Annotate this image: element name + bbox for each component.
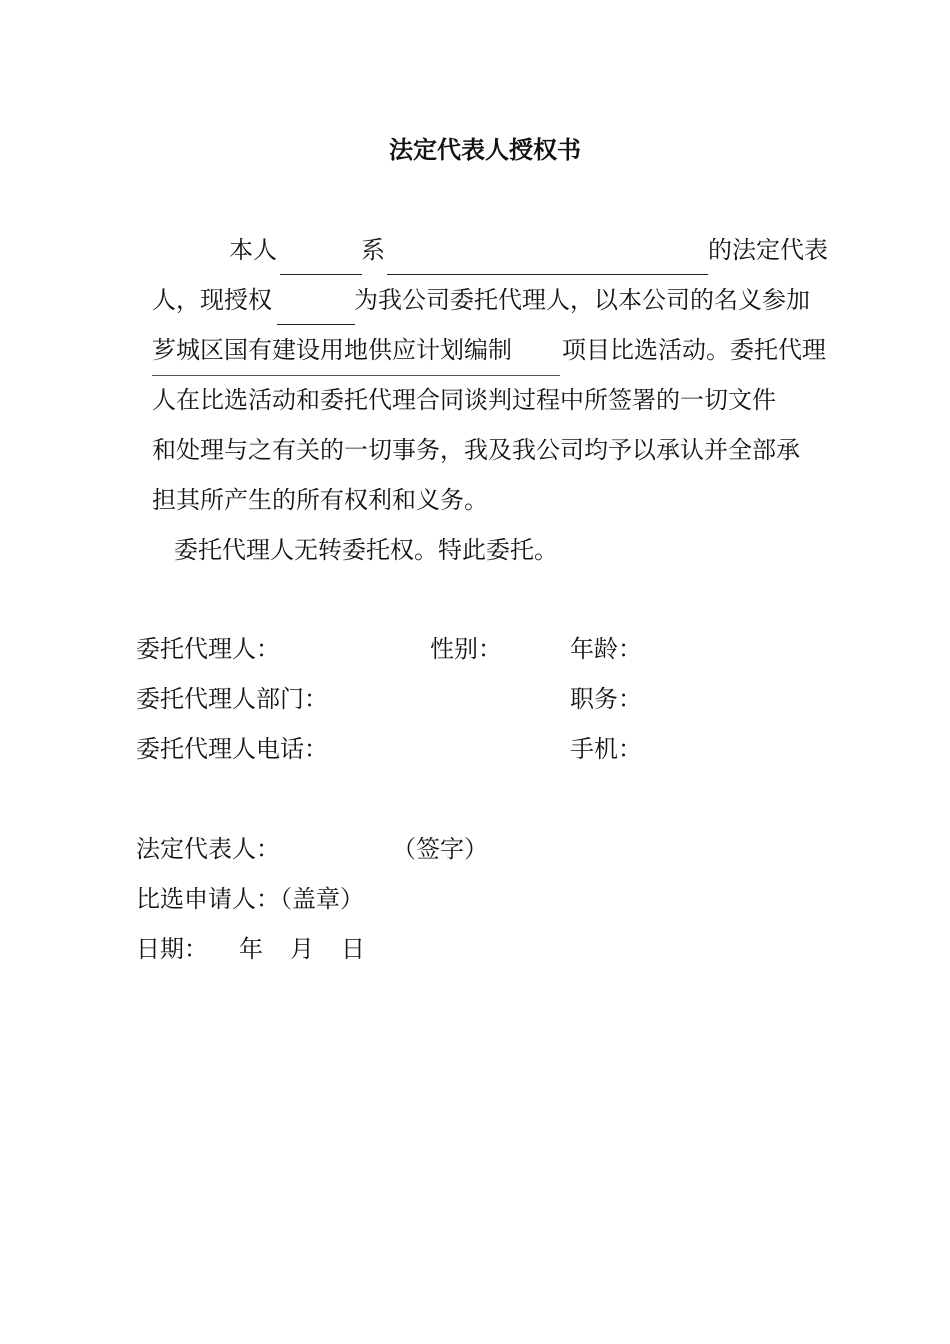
legal-rep-label: 法定代表人： bbox=[136, 835, 280, 863]
agent-label: 委托代理人： bbox=[136, 635, 280, 663]
applicant-seal-label: 比选申请人：（盖章） bbox=[136, 885, 364, 913]
phone-label: 委托代理人电话： bbox=[136, 735, 328, 763]
blank-legal-rep-name bbox=[280, 274, 362, 275]
body-line7: 委托代理人无转委托权。特此委托。 bbox=[174, 536, 558, 564]
date-month: 月 bbox=[290, 935, 314, 963]
date-year: 年 bbox=[239, 935, 263, 963]
age-label: 年龄： bbox=[570, 635, 642, 663]
body-line1-part1: 本人 bbox=[229, 236, 277, 264]
date-label: 日期： bbox=[136, 935, 208, 963]
mobile-label: 手机： bbox=[570, 735, 642, 763]
position-label: 职务： bbox=[570, 685, 642, 713]
sign-note: （签字） bbox=[392, 835, 488, 863]
blank-agent-name bbox=[277, 324, 355, 325]
document-title: 法定代表人授权书 bbox=[389, 136, 581, 164]
body-line6: 担其所产生的所有权利和义务。 bbox=[152, 486, 488, 514]
date-day: 日 bbox=[341, 935, 365, 963]
body-line3-part2: 项目比选活动。委托代理 bbox=[562, 336, 826, 364]
body-line5: 和处理与之有关的一切事务，我及我公司均予以承认并全部承 bbox=[152, 436, 800, 464]
body-line2-part1: 人，现授权 bbox=[152, 286, 272, 314]
body-line2-part2: 为我公司委托代理人，以本公司的名义参加 bbox=[354, 286, 810, 314]
gender-label: 性别： bbox=[430, 635, 502, 663]
body-line3-project-name: 芗城区国有建设用地供应计划编制 bbox=[152, 336, 512, 364]
body-line1-part3: 的法定代表 bbox=[708, 236, 828, 264]
body-line4: 人在比选活动和委托代理合同谈判过程中所签署的一切文件 bbox=[152, 386, 776, 414]
project-name-underline bbox=[152, 375, 560, 376]
department-label: 委托代理人部门： bbox=[136, 685, 328, 713]
blank-company-name bbox=[387, 274, 708, 275]
body-line1-part2: 系 bbox=[361, 236, 385, 264]
